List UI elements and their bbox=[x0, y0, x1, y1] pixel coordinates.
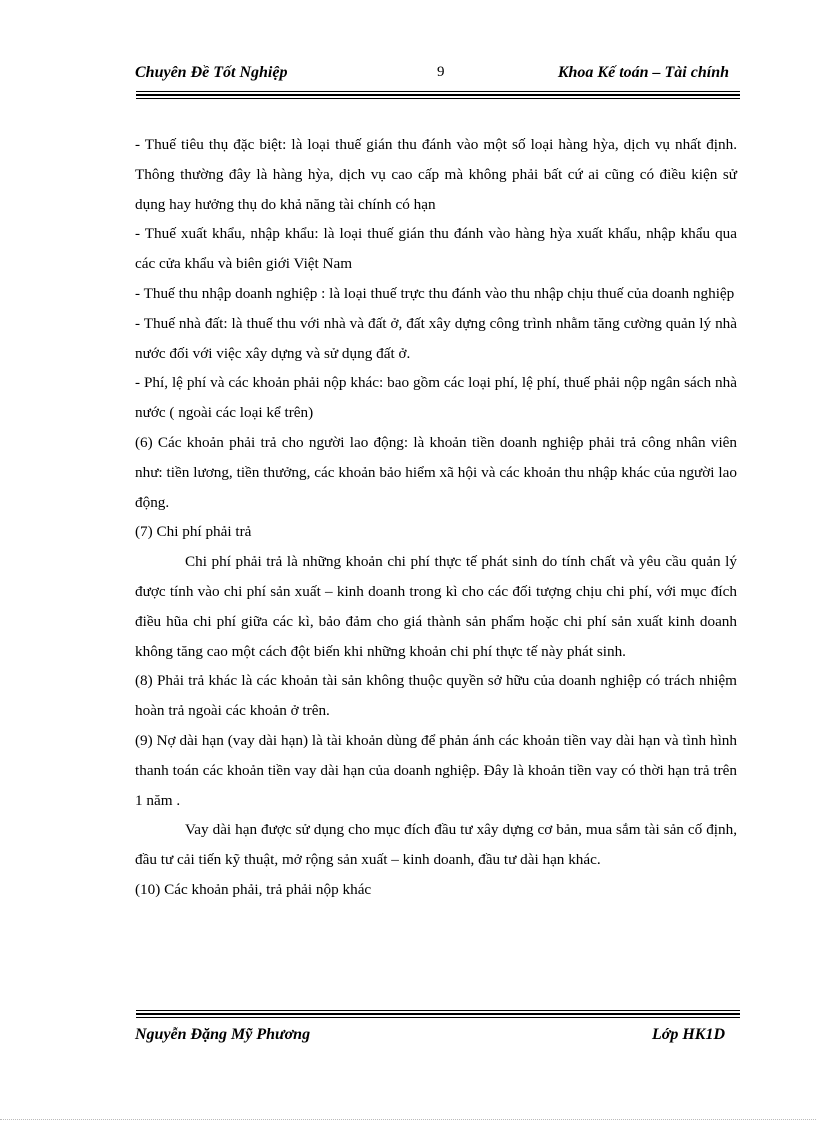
paragraph: (8) Phải trả khác là các khoản tài sản không thuộc quyền sở hữu của doanh nghiệp có trách nhiệm hoàn trả ngoài các khoản ở trên. bbox=[135, 672, 737, 720]
footer-class: Lớp HK1D bbox=[651, 1026, 725, 1043]
page-boundary bbox=[0, 1119, 816, 1120]
paragraph: - Thuế thu nhập doanh nghiệp : là loại thuế trực thu đánh vào thu nhập chịu thuế của doanh nghiệp bbox=[135, 284, 735, 302]
header-title: Chuyên Đề Tốt Nghiệp bbox=[135, 64, 288, 81]
header-department: Khoa Kế toán – Tài chính bbox=[557, 64, 729, 81]
page-footer bbox=[133, 1024, 733, 1050]
paragraph: - Thuế tiêu thụ đặc biệt: là loại thuế gián thu đánh vào một số loại hàng hỳa, dịch vụ nhất định. Thông thường đây là hàng hỳa, dịch vụ cao cấp mà không phải bất cứ ai cũng có điều kiện sử dụng hay hưởng thụ do khả năng tài chính có hạn bbox=[135, 136, 737, 213]
paragraph: - Thuế nhà đất: là thuế thu với nhà và đất ở, đất xây dựng công trình nhằm tăng cường quản lý nhà nước đối với việc xây dựng và sử dụng đất ở. bbox=[135, 314, 737, 362]
paragraph: Chi phí phải trả là những khoản chi phí thực tế phát sinh do tính chất và yêu cầu quản lý được tính vào chi phí sản xuất – kinh doanh trong kì cho các đối tượng chịu chi phí, với mục đích điều hũa chi phí giữa các kì, bảo đảm cho giá thành sản phẩm hoặc chi phí sản xuất kinh doanh không tăng cao một cách đột biến khi những khoản chi phí thực tế này phát sinh. bbox=[135, 553, 737, 660]
paragraph: (6) Các khoản phải trả cho người lao động: là khoản tiền doanh nghiệp phải trả công nhân viên như: tiền lương, tiền thưởng, các khoản bảo hiểm xã hội và các khoản thu nhập khác của người lao động. bbox=[135, 433, 737, 511]
document-body bbox=[135, 130, 737, 905]
paragraph: - Phí, lệ phí và các khoản phải nộp khác: bao gồm các loại phí, lệ phí, thuế phải nộp ngân sách nhà nước ( ngoài các loại kể trên) bbox=[135, 374, 737, 422]
paragraph: (9) Nợ dài hạn (vay dài hạn) là tài khoản dùng để phản ánh các khoản tiền vay dài hạn và tình hình thanh toán các khoản tiền vay dài hạn của doanh nghiệp. Đây là khoản tiền vay có thời hạn trả trên 1 năm . bbox=[135, 731, 737, 809]
footer-author: Nguyễn Đặng Mỹ Phương bbox=[135, 1026, 311, 1043]
paragraph: Vay dài hạn được sử dụng cho mục đích đầu tư xây dựng cơ bản, mua sắm tài sản cố định, đầu tư cải tiến kỹ thuật, mở rộng sản xuất – kinh doanh, đầu tư dài hạn khác. bbox=[135, 821, 737, 869]
page-number: 9 bbox=[437, 64, 445, 80]
page-header bbox=[133, 62, 733, 88]
paragraph: (10) Các khoản phải, trả phải nộp khác bbox=[135, 880, 372, 898]
paragraph: (7) Chi phí phải trả bbox=[135, 523, 252, 541]
paragraph: - Thuế xuất khẩu, nhập khẩu: là loại thuế gián thu đánh vào hàng hỳa xuất khẩu, nhập khẩu qua các cửa khẩu và biên giới Việt Nam bbox=[135, 225, 737, 273]
